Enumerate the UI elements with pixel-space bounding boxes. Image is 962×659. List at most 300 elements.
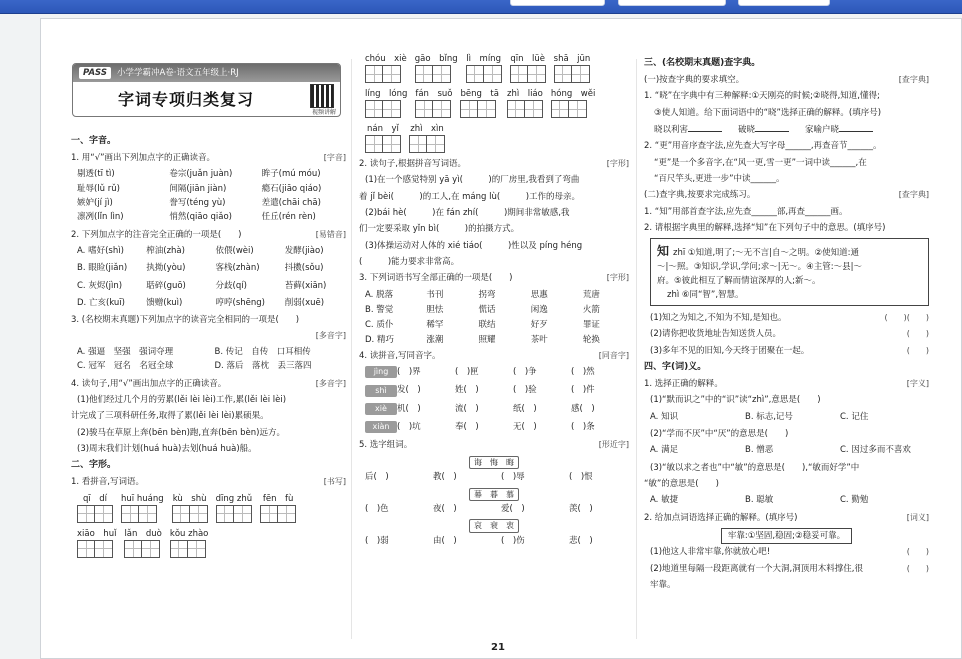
definition-box: 牢靠:①坚固,稳固;②稳妥可靠。 bbox=[721, 528, 852, 544]
writing-cell[interactable] bbox=[466, 65, 484, 83]
blank-item[interactable]: 悲( ) bbox=[569, 536, 593, 547]
answer-blank[interactable] bbox=[755, 123, 789, 132]
sentence-line: (1)在一个感觉特别 yā yì( )的厂房里,我看到了弯曲 bbox=[365, 175, 580, 186]
blank-item[interactable]: 夜( ) bbox=[433, 504, 457, 515]
option-item: 胆怯 bbox=[426, 304, 444, 315]
writing-word bbox=[172, 493, 208, 523]
char-set bbox=[359, 488, 629, 502]
blank-item[interactable]: 爱( ) bbox=[501, 504, 525, 515]
writing-cell[interactable] bbox=[365, 100, 383, 118]
option-item: A. 敏捷 bbox=[650, 495, 679, 506]
box-row bbox=[216, 505, 252, 523]
pinyin-label: zhì xìn bbox=[410, 124, 444, 134]
writing-cell[interactable] bbox=[484, 65, 502, 83]
pinyin-label: chóu xiè bbox=[365, 54, 407, 64]
question: 4. 读句子,用“√”画出加点字的正确读音。 bbox=[71, 378, 227, 389]
pinyin-label: lǎn duò bbox=[124, 528, 162, 539]
word-item: 家喻户晓 bbox=[805, 124, 840, 135]
writing-cell[interactable] bbox=[572, 65, 590, 83]
writing-cell[interactable] bbox=[383, 100, 401, 118]
writing-cell[interactable] bbox=[142, 540, 160, 558]
option-item: 哼哼(shēng) bbox=[215, 297, 265, 308]
option-item: 联结 bbox=[478, 320, 496, 331]
pinyin-label: shā jūn bbox=[553, 54, 591, 64]
option-item: 火箭 bbox=[582, 304, 600, 315]
question: 1. 用“√”画出下列加点字的正确读音。 bbox=[71, 153, 216, 164]
question: “百尺竿头,更进一步”中读______。 bbox=[654, 173, 785, 184]
question-tag: [查字典] bbox=[898, 190, 929, 200]
option-row bbox=[365, 334, 629, 346]
column-divider bbox=[636, 59, 637, 639]
subsection-heading: (一)按查字典的要求填空。 bbox=[644, 75, 745, 86]
pinyin-writing-grid bbox=[77, 493, 346, 563]
option-item: D. 落后 落枕 丢三落四 bbox=[214, 361, 312, 372]
dictionary-line: ～|～照。③知识,学识,学问;求～|无～。④主管:～县|～ bbox=[657, 262, 862, 273]
pinyin-label: líng lóng bbox=[365, 89, 408, 99]
question-tag: [同音字] bbox=[598, 350, 629, 360]
writing-cell[interactable] bbox=[77, 540, 95, 558]
pinyin-label: zhì liáo bbox=[507, 89, 543, 99]
page-title: 字词专项归类复习 bbox=[118, 90, 255, 109]
box-row bbox=[554, 65, 591, 83]
question-tag: [字音] bbox=[323, 153, 346, 163]
writing-cell[interactable] bbox=[95, 540, 113, 558]
option-row bbox=[77, 262, 346, 274]
pinyin-writing-grid bbox=[365, 53, 629, 158]
section-heading: 四、字(词)义。 bbox=[644, 362, 707, 373]
word-item: 破晓 bbox=[738, 124, 756, 135]
word-groups bbox=[359, 456, 629, 548]
blank-item[interactable]: 教( ) bbox=[433, 472, 457, 483]
word-row bbox=[365, 503, 629, 515]
writing-cell[interactable] bbox=[478, 100, 496, 118]
blank-item[interactable]: ( )验 bbox=[513, 385, 537, 396]
homophone-row bbox=[365, 366, 629, 378]
option-item: 执拗(yòu) bbox=[146, 263, 186, 274]
sentence: (3)多年不见的旧知,今天终于团聚在一起。 bbox=[650, 345, 810, 356]
answer-line bbox=[644, 345, 929, 357]
sentence-line: 们一定要采取 yǐn bì( )的拍摄方式。 bbox=[359, 224, 520, 235]
writing-cell[interactable] bbox=[124, 540, 142, 558]
option-row bbox=[365, 304, 629, 316]
reading-choice: 任丘(rén rèn) bbox=[261, 212, 316, 223]
word-row bbox=[365, 471, 629, 483]
sentence-line: ( )能力要求非常高。 bbox=[359, 256, 460, 267]
reading-choice: 凛冽(lǐn lìn) bbox=[77, 212, 124, 223]
question: (2)“学而不厌”中“厌”的意思是( ) bbox=[650, 429, 789, 440]
homophone-rows bbox=[359, 366, 629, 433]
option-item: C. 灰烬(jìn) bbox=[77, 280, 123, 291]
box-row bbox=[365, 100, 407, 118]
writing-word bbox=[216, 493, 252, 523]
sentence-line: 计完成了三项科研任务,取得了累(lěi lèi lèi)累硕果。 bbox=[71, 411, 269, 422]
reading-choice: 誊写(téng yù) bbox=[169, 197, 226, 208]
column-2 bbox=[359, 53, 629, 551]
answer-paren[interactable]: ( ) bbox=[906, 547, 929, 557]
blank-item[interactable]: ( )件 bbox=[571, 385, 595, 396]
option-item: 涨潮 bbox=[426, 335, 444, 346]
blank-item[interactable]: ( )然 bbox=[571, 367, 595, 378]
option-item: C. 冠军 冠名 名冠全球 bbox=[77, 361, 174, 372]
question: 3. (名校期末真题)下列加点字的读音完全相同的一项是( ) bbox=[71, 315, 300, 326]
option-item: C. 记住 bbox=[840, 411, 869, 422]
pinyin-label: qīn lüè bbox=[510, 54, 545, 64]
pinyin-label: kǒu zhào bbox=[169, 528, 209, 539]
sentence-line: (2)骏马在草原上奔(bēn bèn)跑,直奔(bēn bèn)远方。 bbox=[77, 427, 285, 438]
blank-item[interactable]: ( )伤 bbox=[501, 536, 525, 547]
document-page bbox=[40, 18, 962, 659]
blank-item[interactable]: ( )界 bbox=[397, 367, 421, 378]
toolbar-button[interactable] bbox=[738, 0, 830, 6]
blank-item[interactable]: 纸( ) bbox=[513, 403, 537, 414]
sentence-line: (3)体操运动对人体的 xié tiáo( )性以及 píng héng bbox=[365, 240, 583, 251]
option-rows bbox=[71, 245, 346, 309]
option-item: B. 眼睑(jiǎn) bbox=[77, 263, 128, 274]
blank-item[interactable]: 发( ) bbox=[397, 385, 421, 396]
writing-cell[interactable] bbox=[551, 100, 569, 118]
column-1 bbox=[71, 131, 346, 563]
question-tag: [字形] bbox=[606, 159, 629, 168]
blank-item[interactable]: 羡( ) bbox=[569, 504, 593, 515]
char-set bbox=[359, 519, 629, 533]
pinyin-pill: jìng bbox=[365, 366, 397, 378]
option-item: 客栈(zhàn) bbox=[215, 263, 260, 274]
reading-choice: 嫉妒(jí jì) bbox=[77, 197, 113, 208]
option-row bbox=[77, 245, 346, 257]
char-choices: 幕 暮 慕 bbox=[469, 488, 519, 502]
writing-word bbox=[170, 528, 208, 558]
writing-cell[interactable] bbox=[528, 65, 546, 83]
box-row bbox=[365, 65, 407, 83]
option-item: C. 因过多而不喜欢 bbox=[840, 445, 911, 456]
writing-word bbox=[124, 528, 161, 558]
option-item: B. 标志,记号 bbox=[745, 411, 793, 422]
blank-item[interactable]: 后( ) bbox=[365, 472, 389, 483]
sentence: (2)地道里每隔一段距离就有一个大洞,洞顶用木料撑住,很 bbox=[650, 563, 863, 574]
writing-cell[interactable] bbox=[433, 65, 451, 83]
writing-cell[interactable] bbox=[569, 100, 587, 118]
blank-item[interactable]: 由( ) bbox=[433, 536, 457, 547]
blank-item[interactable]: ( )匣 bbox=[455, 367, 479, 378]
option-row bbox=[365, 319, 629, 331]
writing-cell[interactable] bbox=[170, 540, 188, 558]
toolbar-button[interactable] bbox=[618, 0, 726, 6]
sentence-lines bbox=[359, 174, 629, 268]
box-row bbox=[77, 505, 113, 523]
section-heading: 三、(名校期末真题)查字典。 bbox=[644, 58, 761, 68]
writing-cell[interactable] bbox=[383, 135, 401, 153]
question: ③使人知道。给下面词语中的“晓”选择正确的解释。(填序号) bbox=[654, 107, 882, 118]
writing-word bbox=[77, 493, 113, 523]
reading-choice: 悄然(qiāo qiǎo) bbox=[169, 212, 232, 223]
pinyin-label: xiāo huǐ bbox=[77, 528, 117, 539]
blank-item[interactable]: 机( ) bbox=[397, 403, 421, 414]
writing-word bbox=[510, 53, 546, 83]
option-row bbox=[365, 289, 629, 301]
answer-blank[interactable] bbox=[839, 123, 873, 132]
option-item: B. 憎恶 bbox=[745, 445, 774, 456]
writing-cell[interactable] bbox=[510, 65, 528, 83]
option-grid bbox=[650, 411, 929, 423]
option-item: 榨油(zhà) bbox=[146, 245, 185, 256]
box-row bbox=[172, 505, 208, 523]
option-item: A. 嗜好(shì) bbox=[77, 245, 124, 256]
writing-cell[interactable] bbox=[433, 100, 451, 118]
char-choices: 诲 悔 晦 bbox=[469, 456, 519, 470]
box-row bbox=[121, 505, 164, 523]
blank-item[interactable]: ( )条 bbox=[571, 422, 595, 432]
reading-choice: 剔透(tī tì) bbox=[77, 169, 115, 180]
option-grid bbox=[650, 444, 929, 456]
writing-cell[interactable] bbox=[260, 505, 278, 523]
option-item: 抖擞(sǒu) bbox=[284, 263, 324, 274]
pinyin-label: kù shù bbox=[172, 493, 207, 504]
blank-item[interactable]: 流( ) bbox=[455, 403, 479, 414]
reading-choice: 眸子(mú móu) bbox=[261, 169, 321, 180]
writing-word bbox=[415, 88, 452, 118]
option-item: 书刊 bbox=[426, 289, 444, 300]
sentence-lines bbox=[71, 394, 346, 455]
pinyin-label: lì míng bbox=[466, 54, 501, 64]
writing-word bbox=[507, 88, 543, 118]
blank-item[interactable]: 奉( ) bbox=[455, 422, 479, 432]
question: 5. 选字组词。 bbox=[359, 440, 413, 451]
reading-choice: 瘾石(jiāo qiáo) bbox=[261, 183, 322, 194]
option-item: B. 传记 自传 口耳相传 bbox=[214, 347, 311, 358]
question-tag: [书写] bbox=[323, 477, 346, 487]
option-item: 荒唐 bbox=[582, 289, 600, 300]
word-row bbox=[365, 535, 629, 547]
writing-cell[interactable] bbox=[415, 100, 433, 118]
box-row bbox=[460, 100, 498, 118]
reading-choice: 差遣(chāi chā) bbox=[261, 197, 321, 208]
question: 2. 读句子,根据拼音写词语。 bbox=[359, 159, 467, 169]
blank-item[interactable]: 无( ) bbox=[513, 422, 537, 432]
pinyin-label: fēn fù bbox=[262, 493, 294, 504]
writing-cell[interactable] bbox=[172, 505, 190, 523]
box-row bbox=[415, 65, 458, 83]
blank-item[interactable]: ( )争 bbox=[513, 367, 537, 378]
question: 1. “知”用部首查字法,应先查______部,再查______画。 bbox=[644, 206, 848, 217]
series-title: 小学学霸冲A卷·语文五年级上·RJ bbox=[116, 68, 239, 78]
dictionary-entry bbox=[650, 238, 929, 306]
writing-word bbox=[554, 53, 591, 83]
answer-lines bbox=[644, 546, 929, 575]
blank-item[interactable]: ( )色 bbox=[365, 504, 389, 515]
question: 牢靠。 bbox=[650, 579, 676, 590]
writing-word bbox=[365, 123, 401, 153]
char-set bbox=[359, 456, 629, 470]
answer-lines bbox=[644, 312, 929, 357]
writing-word bbox=[365, 88, 407, 118]
option-grid bbox=[650, 494, 929, 506]
sentence-line: (3)周末我们计划(huá huà)去划(huá huà)船。 bbox=[77, 443, 257, 454]
answer-blank[interactable] bbox=[688, 123, 722, 132]
homophone-row bbox=[365, 403, 629, 415]
answer-line bbox=[644, 546, 929, 558]
question: 4. 读拼音,写同音字。 bbox=[359, 350, 441, 361]
blank-item[interactable]: ( )恨 bbox=[569, 472, 593, 483]
option-item: 照耀 bbox=[478, 335, 496, 346]
blank-item[interactable]: ( )坑 bbox=[397, 422, 421, 432]
char-choices: 哀 衰 衷 bbox=[469, 519, 519, 533]
question: (1)“默而识之”中的“识”读“zhì”,意思是( ) bbox=[650, 395, 821, 406]
pass-logo: PASS bbox=[79, 67, 111, 79]
reading-choice: 耻辱(lǔ rǔ) bbox=[77, 183, 120, 194]
box-row bbox=[77, 540, 116, 558]
box-row bbox=[365, 135, 401, 153]
writing-word bbox=[121, 493, 164, 523]
pinyin-label: fán suǒ bbox=[415, 89, 453, 99]
writing-word bbox=[460, 88, 498, 118]
writing-cell[interactable] bbox=[554, 65, 572, 83]
option-item: 闲逸 bbox=[530, 304, 548, 315]
option-item: D. 精巧 bbox=[365, 335, 394, 346]
option-item: 苔藓(xiān) bbox=[284, 280, 327, 291]
question-tag: [查字典] bbox=[898, 75, 929, 85]
question: “更”是一个多音字,在“风一更,雪一更”一词中读______,在 bbox=[654, 157, 867, 168]
sentence-line: (1)他们经过几个月的劳累(lěi lèi lèi)工作,累(lěi lèi lèi) bbox=[77, 395, 287, 406]
option-item: D. 亡亥(kuī) bbox=[77, 297, 125, 308]
qr-code-icon[interactable] bbox=[310, 84, 334, 108]
writing-cell[interactable] bbox=[427, 135, 445, 153]
pinyin-label: gāo bǐng bbox=[414, 54, 458, 64]
question: 2. 给加点词语选择正确的解释。(填序号) bbox=[644, 512, 798, 523]
writing-cell[interactable] bbox=[234, 505, 252, 523]
option-item: 轮换 bbox=[582, 335, 600, 346]
worksheet-banner bbox=[72, 63, 341, 117]
pinyin-label: huī huáng bbox=[121, 493, 164, 504]
fill-blank-row bbox=[644, 123, 929, 136]
dictionary-line: 府。⑤彼此相互了解而情谊深厚的人;新～。 bbox=[657, 275, 821, 286]
option-item: B. 警觉 bbox=[365, 304, 394, 315]
option-item: 削弱(xuē) bbox=[284, 297, 325, 308]
option-item: 发酵(jiào) bbox=[284, 245, 324, 256]
writing-cell[interactable] bbox=[188, 540, 206, 558]
pinyin-label: qī dí bbox=[82, 493, 107, 504]
writing-word bbox=[409, 123, 445, 153]
pinyin-pill: shì bbox=[365, 385, 397, 397]
question-tag: [多音字] bbox=[315, 331, 346, 341]
box-row bbox=[510, 65, 546, 83]
section-heading: 一、字音。 bbox=[71, 136, 117, 146]
writing-cell[interactable] bbox=[525, 100, 543, 118]
dictionary-line: zhī ①知道,明了;～无不言|自～之明。②使知道:通 bbox=[673, 248, 859, 259]
box-row bbox=[466, 65, 502, 83]
reading-choices bbox=[77, 168, 346, 223]
writing-cell[interactable] bbox=[139, 505, 157, 523]
option-item: 馈赠(kuì) bbox=[146, 297, 183, 308]
writing-word bbox=[415, 53, 458, 83]
question: “敏”的意思是( ) bbox=[644, 479, 719, 489]
box-row bbox=[507, 100, 543, 118]
answer-paren[interactable]: ( ) bbox=[906, 345, 929, 355]
sentence: (1)知之为知之,不知为不知,是知也。 bbox=[650, 313, 787, 324]
writing-cell[interactable] bbox=[409, 135, 427, 153]
writing-cell[interactable] bbox=[77, 505, 95, 523]
pinyin-label: nán yǐ bbox=[367, 124, 399, 134]
option-row bbox=[77, 280, 346, 292]
option-item: C. 勤勉 bbox=[840, 495, 869, 506]
sentence-line: (2)bái hè( )在 fán zhí( )期间非常敏感,我 bbox=[365, 207, 570, 218]
writing-word bbox=[77, 528, 116, 558]
section-heading: 二、字形。 bbox=[71, 460, 117, 471]
question: 2. “更”用音序查字法,应先查大写字母______,再查音节______。 bbox=[644, 141, 882, 152]
option-item: B. 聪敏 bbox=[745, 495, 774, 506]
question-tag: [形近字] bbox=[598, 440, 629, 450]
question-tag: [词义] bbox=[906, 512, 929, 522]
box-row bbox=[124, 540, 161, 558]
option-item: 茶叶 bbox=[530, 335, 548, 346]
answer-paren[interactable]: ( ) bbox=[906, 563, 929, 573]
writing-cell[interactable] bbox=[365, 135, 383, 153]
pinyin-label: bēng tā bbox=[460, 89, 499, 99]
writing-word bbox=[260, 493, 296, 523]
option-item: 稀罕 bbox=[426, 320, 444, 331]
dictionary-headword: 知 bbox=[657, 244, 670, 259]
writing-cell[interactable] bbox=[216, 505, 234, 523]
writing-cell[interactable] bbox=[121, 505, 139, 523]
pinyin-label: dīng zhǔ bbox=[215, 493, 253, 504]
question: 2. 请根据字典里的解释,选择“知”在下列句子中的意思。(填序号) bbox=[644, 222, 886, 233]
writing-cell[interactable] bbox=[365, 65, 383, 83]
question: 3. 下列词语书写全部正确的一项是( ) bbox=[359, 273, 513, 284]
option-item: 罪证 bbox=[582, 320, 600, 331]
option-row bbox=[77, 297, 346, 309]
answer-paren[interactable]: ( ) bbox=[906, 329, 929, 339]
writing-cell[interactable] bbox=[460, 100, 478, 118]
question-tag: [字形] bbox=[606, 273, 629, 283]
pinyin-pill: xiàn bbox=[365, 421, 397, 433]
question: 1. “晓”在字典中有三种解释:①天刚亮的时候;②晓得,知道,懂得; bbox=[644, 91, 880, 102]
option-item: 拐弯 bbox=[478, 289, 496, 300]
writing-word bbox=[365, 53, 407, 83]
answer-line bbox=[644, 328, 929, 340]
option-item: 聒碎(guō) bbox=[146, 280, 186, 291]
blank-item[interactable]: 感( ) bbox=[571, 403, 595, 414]
option-item: 好歹 bbox=[530, 320, 548, 331]
column-3 bbox=[644, 53, 929, 595]
box-row bbox=[260, 505, 296, 523]
box-row bbox=[409, 135, 445, 153]
option-item: A. 强逼 坚强 强词夺理 bbox=[77, 347, 174, 358]
box-row bbox=[415, 100, 452, 118]
writing-cell[interactable] bbox=[95, 505, 113, 523]
word-item: 晓以利害 bbox=[654, 124, 689, 135]
option-grid bbox=[77, 346, 346, 373]
qr-label: 视频讲解 bbox=[311, 109, 336, 116]
sentence: (2)请你把收货地址告知送货人员。 bbox=[650, 329, 782, 340]
option-item: C. 质仆 bbox=[365, 320, 394, 331]
option-rows bbox=[359, 289, 629, 347]
writing-cell[interactable] bbox=[415, 65, 433, 83]
page-number: 21 bbox=[491, 642, 505, 653]
writing-cell[interactable] bbox=[383, 65, 401, 83]
blank-item[interactable]: ( )弱 bbox=[365, 536, 389, 547]
sentence-line: 着 jǐ bèi( )的工人,在 máng lù( )工作的母亲。 bbox=[359, 191, 581, 202]
blank-item[interactable]: ( )辱 bbox=[501, 472, 525, 483]
writing-cell[interactable] bbox=[190, 505, 208, 523]
option-item: 思惠 bbox=[530, 289, 548, 300]
toolbar-button[interactable] bbox=[510, 0, 605, 6]
question-tag: [字义] bbox=[906, 379, 929, 389]
blank-item[interactable]: 姓( ) bbox=[455, 385, 479, 396]
writing-cell[interactable] bbox=[278, 505, 296, 523]
question: 1. 选择正确的解释。 bbox=[644, 379, 723, 390]
question: (3)“敏以求之者也”中“敏”的意思是( ),“敏而好学”中 bbox=[650, 462, 860, 473]
writing-cell[interactable] bbox=[507, 100, 525, 118]
answer-paren[interactable]: ( )( ) bbox=[884, 313, 929, 323]
